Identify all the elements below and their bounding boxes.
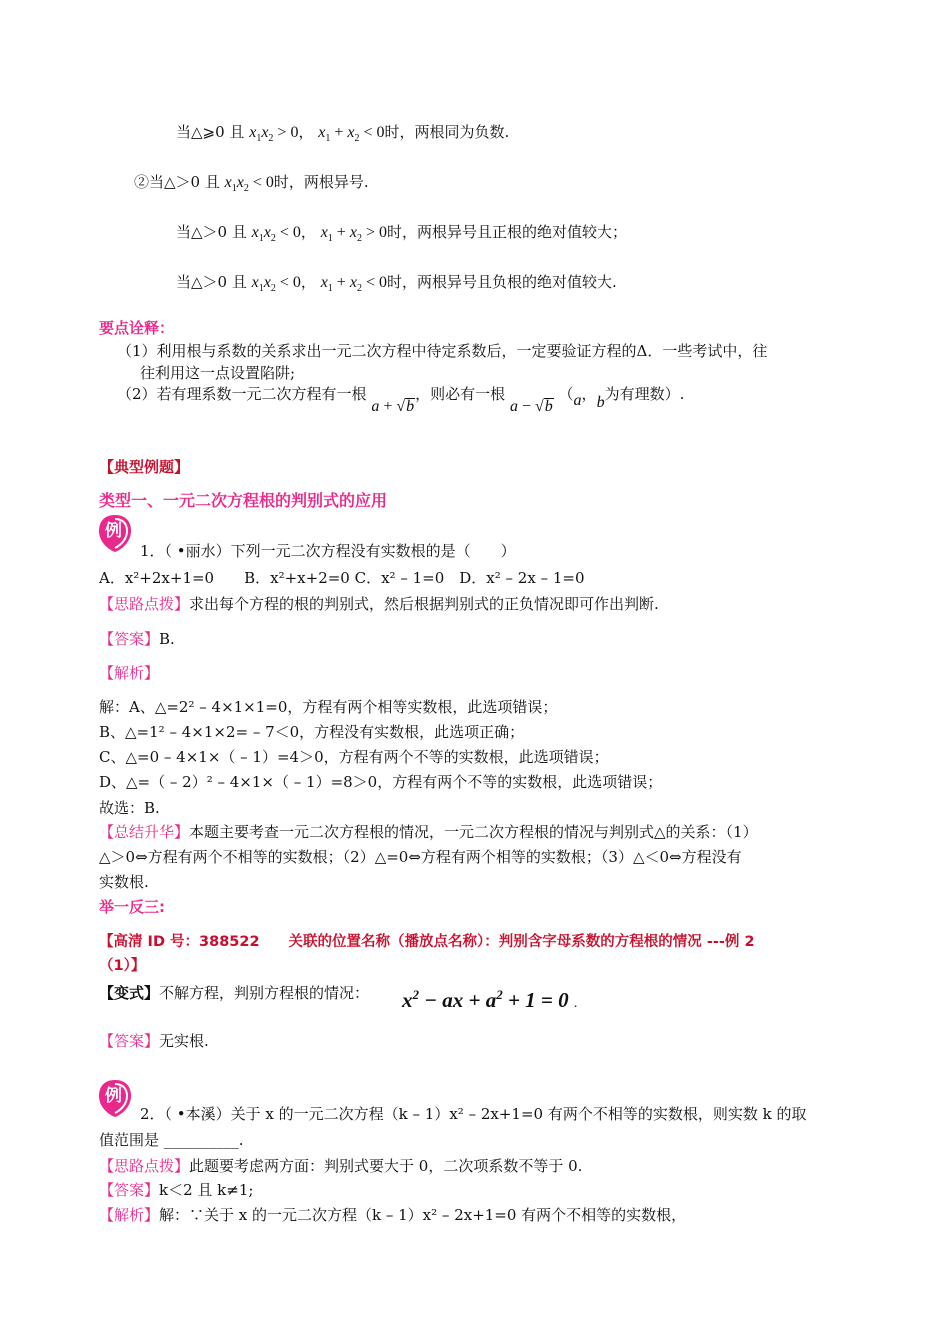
example-1-options: A．x²+2x+1=0 B．x²+x+2=0 C．x² – 1=0 D．x² – 2x – 1=0 xyxy=(99,569,585,587)
condition-line-4: 当△＞0 且 $x_1x_2 < 0$， $x_1 + x_2 < 0$时，两根异号且负根的绝对值较大. xyxy=(176,273,617,295)
math-b: b xyxy=(596,394,605,411)
example-1-analysis-tag: 【解析】 xyxy=(99,664,160,682)
condition-line-2 xyxy=(134,172,369,199)
example-2-answer: 【答案】k＜2 且 k≠1; xyxy=(99,1181,254,1199)
condition-text: ②当△＞0 且 xyxy=(134,173,220,191)
variant-answer: 【答案】无实根. xyxy=(99,1032,209,1050)
variant-line: 【变式】不解方程，判别方程根的情况： xyxy=(99,984,370,1002)
condition-text: 当△＞0 且 xyxy=(176,223,247,241)
example-2-line-1: 2．（ •本溪）关于 x 的一元二次方程（k – 1）x² – 2x+1=0 有两个不相等的实数根，则实数 k 的取 xyxy=(140,1105,807,1123)
variant-tag: 【变式】 xyxy=(99,984,160,1002)
hint-tag: 【思路点拨】 xyxy=(99,1157,190,1175)
example-badge-label: 例 xyxy=(105,1086,122,1106)
hint-tag: 【思路点拨】 xyxy=(99,595,190,613)
example-1-answer: 【答案】B. xyxy=(99,630,175,648)
math-a-plus-sqrt-b: a + √b xyxy=(371,398,415,415)
analysis-line-a: 解：A、△=2² – 4×1×1=0，方程有两个相等实数根，此选项错误； xyxy=(99,698,558,716)
analysis-tag: 【解析】 xyxy=(99,1206,160,1224)
answer-tag: 【答案】 xyxy=(99,630,160,648)
summary-line-2: △＞0⇔方程有两个不相等的实数根；（2）△=0⇔方程有两个相等的实数根；（3）△＜0⇔方程没有 xyxy=(99,848,742,866)
type-1-heading: 类型一、一元二次方程根的判别式的应用 xyxy=(99,491,388,510)
math-product-negative: $x_1x_2 < 0$ xyxy=(224,174,274,195)
note-1-line-2: 往利用这一点设置陷阱; xyxy=(140,364,296,382)
note-2: （2）若有理系数一元二次方程有一根 a + √b，则必有一根 a − √b （a，b为有理数）. xyxy=(117,385,685,415)
condition-text: 当△⩾0 且 xyxy=(176,123,245,141)
math-product-negative: $x_1x_2 < 0$ xyxy=(251,224,301,245)
notes-title: 要点诠释： xyxy=(99,319,175,337)
example-badge-label: 例 xyxy=(105,521,122,541)
condition-text: 时，两根异号. xyxy=(273,173,369,191)
summary-tag: 【总结升华】 xyxy=(99,823,190,841)
condition-text: 时，两根同为负数. xyxy=(384,123,510,141)
math-a: a xyxy=(573,392,582,409)
condition-text: 时，两根异号且正根的绝对值较大； xyxy=(386,223,627,241)
hd-id-line-2: （1）】 xyxy=(99,958,146,974)
condition-line-1: 当△⩾0 且 $x_1x_2 > 0$， $x_1 + x_2 < 0$时，两根同为负数. xyxy=(176,123,510,145)
summary-line-1: 【总结升华】本题主要考查一元二次方程根的情况，一元二次方程根的情况与判别式△的关系：（1） xyxy=(99,823,758,841)
analysis-line-d: D、△=（ – 2）² – 4×1×（ – 1）=8＞0，方程有两个不等的实数根，此选项错误； xyxy=(99,773,663,791)
example-2-analysis: 【解析】解：∵关于 x 的一元二次方程（k – 1）x² – 2x+1=0 有两个不相等的实数根， xyxy=(99,1206,687,1224)
note-1-line-1: （1）利用根与系数的关系求出一元二次方程中待定系数后，一定要验证方程的Δ．一些考试中，往 xyxy=(117,342,768,360)
math-product-negative: $x_1x_2 < 0$ xyxy=(251,274,301,295)
variant-equation: $x^2$ − ax + $a^2 + 1 = 0$ . xyxy=(402,987,578,1012)
math-product-positive: $x_1x_2 > 0$ xyxy=(249,124,299,145)
condition-text: 当△＞0 且 xyxy=(176,273,247,291)
answer-tag: 【答案】 xyxy=(99,1181,160,1199)
example-2-hint: 【思路点拨】此题要考虑两方面：判别式要大于 0，二次项系数不等于 0. xyxy=(99,1157,583,1175)
example-2-line-2: 值范围是 __________. xyxy=(99,1131,244,1149)
answer-tag: 【答案】 xyxy=(99,1032,160,1050)
condition-text: 时，两根异号且负根的绝对值较大. xyxy=(386,273,617,291)
math-sum-positive: $x_1 + x_2 > 0$ xyxy=(320,224,387,245)
analysis-conclusion: 故选：B. xyxy=(99,799,160,817)
practice-title: 举一反三: xyxy=(99,898,165,916)
math-sum-negative: $x_1 + x_2 < 0$ xyxy=(318,124,385,145)
analysis-line-c: C、△=0 – 4×1×（ – 1）=4＞0，方程有两个不等的实数根，此选项错误； xyxy=(99,748,609,766)
analysis-line-b: B、△=1² – 4×1×2= – 7＜0，方程没有实数根，此选项正确； xyxy=(99,723,525,741)
summary-line-3: 实数根. xyxy=(99,873,149,891)
hd-id-line-1: 【高清 ID 号：388522 关联的位置名称（播放点名称）：判别含字母系数的方程根的情况 ---例 2 xyxy=(99,934,755,950)
example-1-hint: 【思路点拨】求出每个方程的根的判别式，然后根据判别式的正负情况即可作出判断. xyxy=(99,595,659,613)
typical-examples-heading: 【典型例题】 xyxy=(99,458,190,476)
math-sum-negative: $x_1 + x_2 < 0$ xyxy=(320,274,387,295)
example-1-stem: 1．（ •丽水）下列一元二次方程没有实数根的是（ ） xyxy=(140,542,516,560)
condition-line-3: 当△＞0 且 $x_1x_2 < 0$， $x_1 + x_2 > 0$时，两根异号且正根的绝对值较大； xyxy=(176,223,627,245)
math-a-minus-sqrt-b: a − √b xyxy=(509,398,553,415)
